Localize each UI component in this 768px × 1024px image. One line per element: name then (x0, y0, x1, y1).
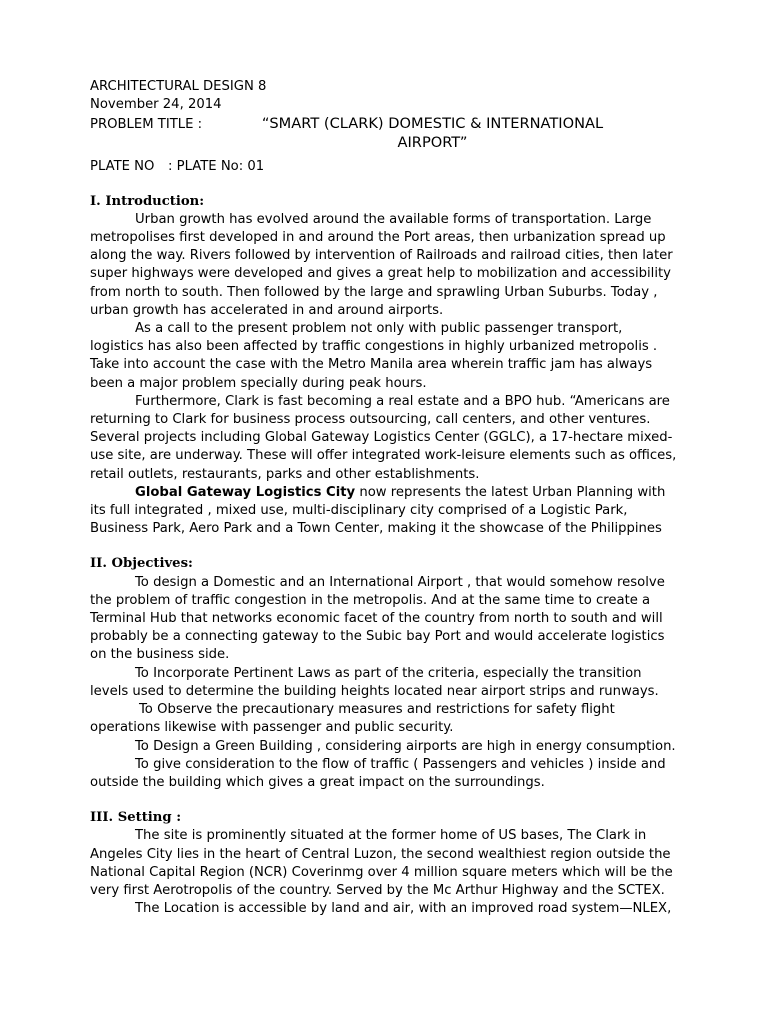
introduction-heading: I. Introduction: (90, 193, 205, 209)
introduction-paragraph: Urban growth has evolved around the available forms of transportation. Large metropolises first developed in and around the Port areas, then urbanization spread up along the way. Rivers followed by intervention of Railroads and railroad cities, then later super highways were developed and gives a great help to mobilization and accessibility from north to south. Then followed by the large and sprawling Urban Suburbs. Today , urban growth has accelerated in and around airports. (90, 211, 673, 318)
section-setting (90, 809, 678, 918)
document-date: November 24, 2014 (90, 97, 222, 113)
introduction-paragraph: As a call to the present problem not only with public passenger transport, logistics has also been affected by traffic congestions in highly urbanized metropolis . Take into account the case with the Metro Manila area wherein traffic jam has always been a major problem specially during peak hours. (90, 321, 658, 391)
problem-title-row (90, 114, 678, 152)
problem-title: “SMART (CLARK) DOMESTIC & INTERNATIONAL AIRPORT” (261, 115, 604, 152)
plate-row (90, 158, 678, 176)
objective-paragraph: To design a Domestic and an International Airport , that would somehow resolve the problem of traffic congestion in the metropolis. And at the same time to create a Terminal Hub that networks economic facet of the country from north to south and will probably be a connecting gateway to the Subic bay Port and would accelerate logistics on the business side. (90, 574, 665, 663)
setting-paragraph: The site is prominently situated at the former home of US bases, The Clark in Angeles City lies in the heart of Central Luzon, the second wealthiest region outside the National Capital Region (NCR) Coverinmg over 4 million square meters which will be the very first Aerotropolis of the country. Served by the Mc Arthur Highway and the SCTEX. (90, 828, 673, 898)
objective-paragraph: To give consideration to the flow of traffic ( Passengers and vehicles ) inside and outside the building which gives a great impact on the surroundings. (90, 756, 666, 790)
plate-label: PLATE NO (90, 159, 155, 175)
ggl-city-name: Global Gateway Logistics City (135, 484, 356, 500)
setting-paragraph: The Location is accessible by land and air, with an improved road system—NLEX, (135, 901, 672, 917)
course-name: ARCHITECTURAL DESIGN 8 (90, 79, 267, 94)
objective-paragraph: To Incorporate Pertinent Laws as part of the criteria, especially the transition levels used to determine the building heights located near airport strips and runways. (90, 665, 659, 699)
setting-heading: III. Setting : (90, 810, 182, 826)
introduction-paragraph-text: now represents the latest Urban Planning with its full integrated , mixed use, multi-disciplinary city comprised of a Logistic Park, Business Park, Aero Park and a Town Center, making it the showcase of the Philippines (90, 484, 666, 537)
plate-value: : PLATE No: 01 (168, 159, 265, 175)
objective-paragraph: To Observe the precautionary measures and restrictions for safety flight operations likewise with passenger and public security. (90, 702, 615, 736)
objective-paragraph: To Design a Green Building , considering airports are high in energy consumption. (135, 738, 676, 754)
objectives-heading: II. Objectives: (90, 556, 193, 572)
section-objectives (90, 555, 678, 792)
problem-title-label: PROBLEM TITLE : (90, 117, 203, 133)
section-introduction (90, 193, 678, 539)
introduction-paragraph: Furthermore, Clark is fast becoming a real estate and a BPO hub. “Americans are returning to Clark for business process outsourcing, call centers, and other ventures. Several projects including Global Gateway Logistics Center (GGLC), a 17-hectare mixed-use site, are underway. These will offer integrated work-leisure elements such as offices, retail outlets, restaurants, parks and other establishments. (90, 393, 677, 482)
introduction-paragraph (90, 484, 678, 539)
